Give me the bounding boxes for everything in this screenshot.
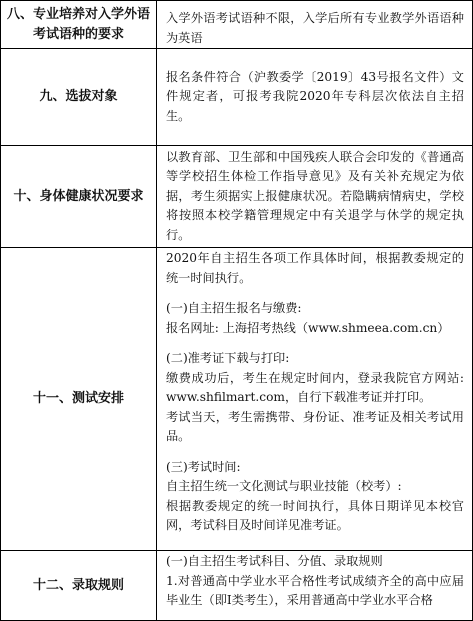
paragraph-spacer — [166, 338, 464, 349]
paragraph: 根据教委规定的统一时间执行，具体日期详见本校官网，考试科目及时间详见准考证。 — [166, 498, 464, 532]
row-label: 八、专业培养对入学外语 考试语种的要求 — [6, 6, 150, 42]
row-content-cell — [157, 1, 473, 49]
paragraph: (一)自主招生考试科目、分值、录取规则 — [166, 554, 383, 568]
paragraph: (三)考试时间: — [166, 459, 241, 474]
row-content-cell — [157, 49, 473, 146]
row-label-cell — [1, 146, 157, 248]
row-label: 十、身体健康状况要求 — [13, 188, 144, 204]
table-row — [1, 146, 473, 248]
row-content-cell — [157, 146, 473, 248]
paragraph: 入学外语考试语种不限，入学后所有专业教学外语语种为英语 — [166, 11, 464, 45]
row-label-cell — [1, 248, 157, 551]
paragraph: 缴费成功后，考生在规定时间内，登录我院官方网站: www.shfilmart.com，自行下载准考证并打印。 — [166, 370, 468, 404]
paragraph: (二)准考证下载与打印: — [166, 351, 290, 365]
paragraph: (一)自主招生报名与缴费: — [166, 301, 302, 315]
row-label-cell — [1, 551, 157, 621]
table-row — [1, 1, 473, 49]
row-label-cell — [1, 49, 157, 146]
paragraph-spacer — [166, 447, 464, 458]
row-content-cell — [157, 551, 473, 621]
table-row — [1, 49, 473, 146]
paragraph: 报名网址: 上海招考热线（www.shmeea.com.cn） — [166, 320, 450, 335]
paragraph: 考试当天，考生需携带、身份证、准考证及相关考试用品。 — [166, 409, 464, 443]
row-label: 十一、测试安排 — [32, 391, 124, 406]
paragraph: 以教育部、卫生部和中国残疾人联合会印发的《普通高等学校招生体检工作指导意见》及有关补充规定为依据，考生须据实上报健康状况。若隐瞒病情病史，学校将按照本校学籍管理规定中有关退学与休学的规定执行。 — [166, 149, 464, 242]
paragraph: 自主招生统一文化测试与职业技能（校考）: — [166, 479, 402, 493]
paragraph: 1.对普通高中学业水平合格性考试成绩齐全的高中应届毕业生（即I类考生），采用普通高中学业水平合格 — [166, 573, 464, 607]
row-label-cell — [1, 1, 157, 49]
table-row — [1, 551, 473, 621]
row-label: 九、选拔对象 — [39, 89, 118, 104]
paragraph: 报名条件符合（沪教委学〔2019〕43号报名文件）文件规定者，可报考我院2020年专科层次依法自主招生。 — [166, 69, 464, 123]
table-row — [1, 248, 473, 551]
paragraph: 2020年自主招生各项工作具体时间，根据教委规定的统一时间执行。 — [166, 251, 464, 285]
row-content-cell — [157, 248, 473, 551]
paragraph-spacer — [166, 288, 464, 299]
row-label: 十二、录取规则 — [32, 577, 124, 593]
